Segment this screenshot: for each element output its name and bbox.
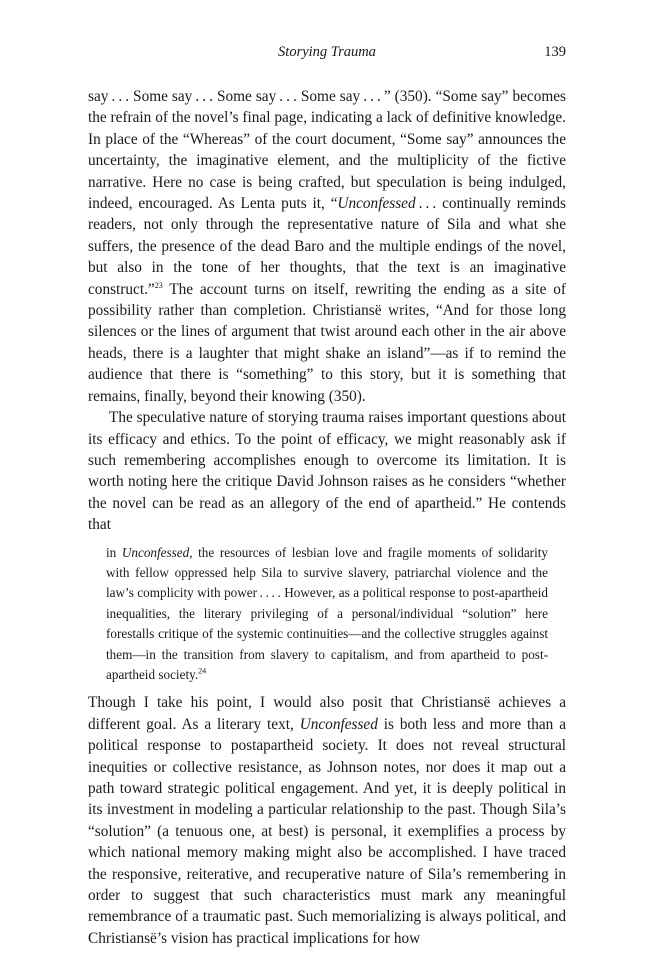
paragraph-3-text-a: Though I take his point, I would also posit that Christiansë achieves a different goal. As a literary text, (88, 694, 566, 733)
book-title-unconfessed: Unconfessed (299, 715, 378, 733)
paragraph-1-text-a: say . . . Some say . . . Some say . . . Some say . . . ” (350). “Some say” becomes the refrain of the novel’s final page, indicating a lack of definitive knowledge. In place of the “Whereas” of the court document, “Some say” announces the uncertainty, the imaginative element, and the multiplicity of the fictive narrative. Here no case is being crafted, but speculation is being indulged, indeed, encouraged. As Lenta puts it, “ (88, 88, 566, 213)
block-quote-text-a: in (106, 544, 122, 560)
paragraph-3 (88, 692, 566, 949)
footnote-ref-24[interactable]: 24 (198, 666, 207, 676)
block-quote-text-c: , the resources of lesbian love and fragile moments of solidarity with fellow oppressed help Sila to survive slavery, patriarchal violence and the law’s complicity with power . . . . However, as a political response to post-apartheid inequalities, the literary privileging of a personal/individual “solution” here forestalls critique of the systemic continuities—and the collective struggles against them—in the transition from slavery to capitalism, and from apartheid to post-apartheid society. (106, 544, 548, 682)
block-quote (106, 543, 548, 686)
running-title: Storying Trauma (278, 44, 376, 60)
book-title-unconfessed: Unconfessed (121, 544, 190, 560)
paragraph-2: The speculative nature of storying trauma raises important questions about its efficacy and ethics. To the point of efficacy, we might reasonably ask if such remembering accomplishes enough to overcome its limitation. It is worth noting here the critique David Johnson raises as he considers “whether the novel can be read as an allegory of the end of apartheid.” He contends that (88, 409, 566, 534)
paragraph-1-text-c: . . . continually reminds readers, not only through the representative nature of Sila and what she suffers, the presence of the dead Baro and the multiple endings of the novel, but also in the tone of her thoughts, that the text is an imaginative construct.” (88, 195, 566, 298)
book-title-unconfessed: Unconfessed (337, 195, 416, 213)
page-number: 139 (544, 44, 566, 60)
running-head (88, 44, 566, 66)
body-text (88, 86, 566, 949)
paragraph-3-text-c: is both less and more than a political response to postapartheid society. It does not reveal structural inequities or collective resistance, as Johnson notes, nor does it map out a path toward strategic political engagement. And yet, it is deeply political in its investment in modeling a particular relationship to the past. Though Sila’s “solution” (a tenuous one, at best) is personal, it exemplifies a process by which national memory making might also be accomplished. I have traced the responsive, reiterative, and recuperative nature of Sila’s remembering in order to suggest that such characteristics must mark any meaningful remembrance of a traumatic past. Such memorializing is always political, and Christiansë’s vision has practical implications for how (88, 715, 566, 947)
footnote-ref-23[interactable]: 23 (154, 280, 163, 290)
paragraph-1 (88, 86, 566, 407)
paragraph-1-text-d: The account turns on itself, rewriting the ending as a site of possibility rather than completion. Christiansë writes, “And for those long silences or the lines of argument that twist around each other in the air above heads, there is a laughter that might shake an island”—as if to remind the audience that there is “something” to this story, but it is something that remains, finally, beyond their knowing (350). (88, 280, 566, 405)
